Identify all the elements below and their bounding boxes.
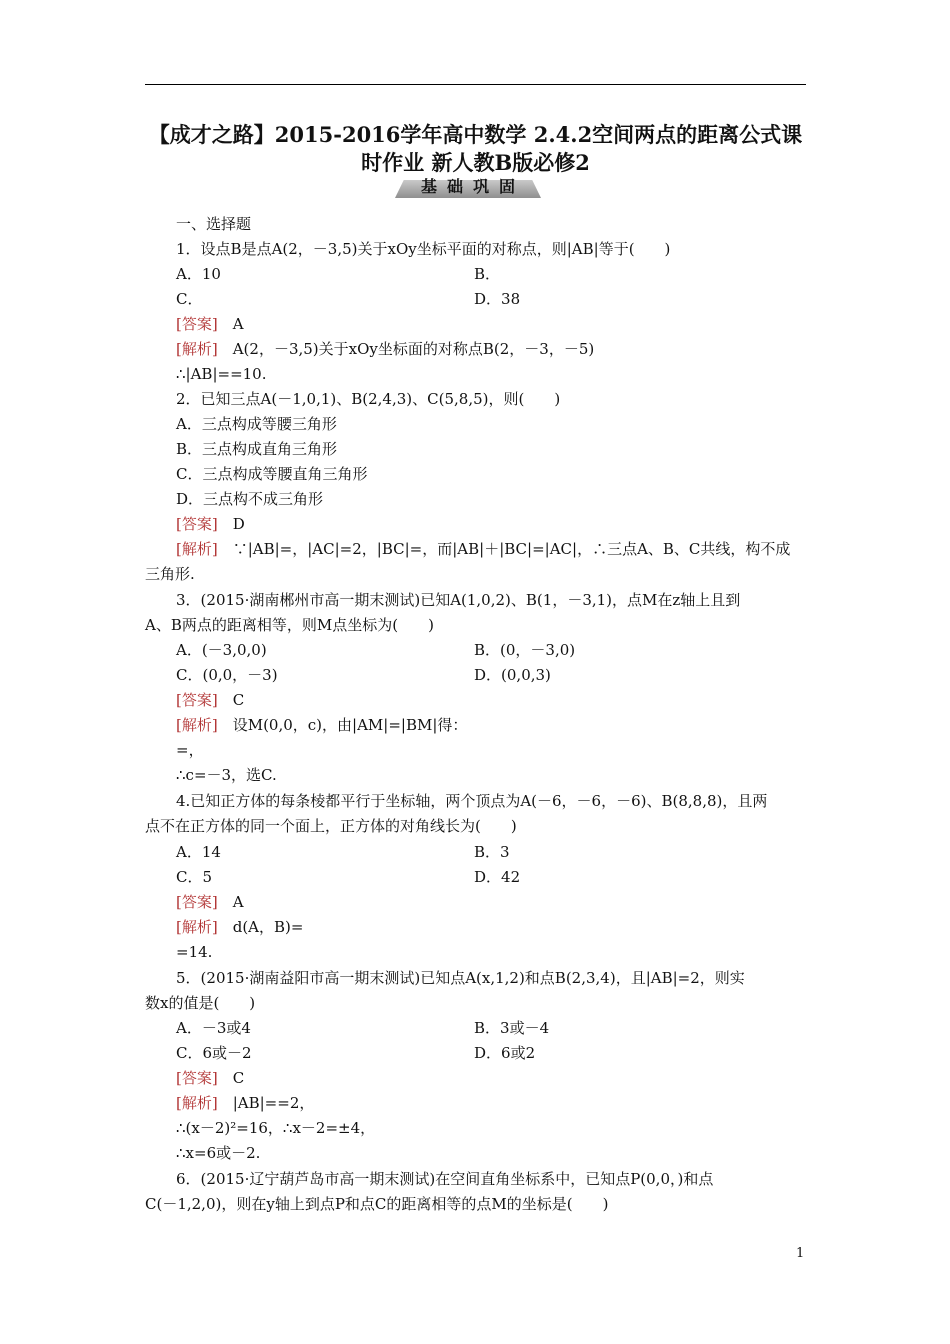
q6-stem-cont: C(－1,2,0)，则在y轴上到点P和点C的距离相等的点M的坐标是( ): [145, 1195, 609, 1213]
section-banner: [395, 176, 541, 198]
q3-result: ∴c=－3，选C.: [176, 766, 277, 784]
q5-option-b: B．3或－4: [474, 1019, 550, 1037]
document-title-line2: 时作业 新人教B版必修2: [361, 150, 590, 175]
q1-option-d: D．38: [474, 290, 521, 308]
q2-analysis: [176, 539, 790, 559]
q3-analysis-text: 设M(0,0，c)，由|AM|=|BM|得：: [217, 716, 468, 734]
q5-result: ∴x=6或－2.: [176, 1144, 261, 1162]
q3-option-c: C．(0,0，－3): [176, 666, 278, 684]
q4-option-c: C．5: [176, 868, 213, 886]
q3-stem: 3．(2015·湖南郴州市高一期末测试)已知A(1,0,2)、B(1，－3,1)，点M在z轴上且到: [176, 591, 741, 609]
q3-option-b: B．(0，－3,0): [474, 641, 576, 659]
q4-answer-value: A: [217, 893, 244, 911]
q3-answer-value: C: [217, 691, 245, 709]
q4-option-d: D．42: [474, 868, 521, 886]
q1-answer-value: A: [217, 315, 244, 333]
q1-answer: [176, 314, 244, 334]
q2-option-b: B．三点构成直角三角形: [176, 440, 338, 458]
q2-option-c: C．三点构成等腰直角三角形: [176, 465, 368, 483]
q4-answer: [176, 892, 244, 912]
q6-stem: 6．(2015·辽宁葫芦岛市高一期末测试)在空间直角坐标系中，已知点P(0,0，)和点: [176, 1170, 714, 1188]
analysis-tag: [解析]: [176, 1094, 218, 1112]
q3-analysis-line2: =，: [176, 741, 204, 759]
q2-analysis-text: ∵|AB|=，|AC|=2，|BC|=，而|AB|＋|BC|=|AC|，∴三点A、B、C共线，构不成: [217, 540, 791, 558]
q5-analysis: [176, 1093, 314, 1113]
q2-answer: [176, 514, 245, 534]
q3-stem-cont: A、B两点的距离相等，则M点坐标为( ): [145, 616, 434, 634]
q5-option-a: A．－3或4: [176, 1019, 251, 1037]
q2-stem: 2．已知三点A(－1,0,1)、B(2,4,3)、C(5,8,5)，则( ): [176, 390, 561, 408]
q4-stem-cont: 点不在正方体的同一个面上，正方体的对角线长为( ): [145, 817, 517, 835]
q5-stem: 5．(2015·湖南益阳市高一期末测试)已知点A(x,1,2)和点B(2,3,4)，且|AB|=2，则实: [176, 969, 745, 987]
q2-answer-value: D: [217, 515, 245, 533]
q5-answer: [176, 1068, 244, 1088]
section-heading: 一、选择题: [176, 215, 252, 233]
answer-tag: [答案]: [176, 893, 218, 911]
q4-result: =14.: [176, 943, 213, 961]
q3-answer: [176, 690, 244, 710]
q5-stem-cont: 数x的值是( ): [145, 994, 256, 1012]
q2-option-d: D．三点构不成三角形: [176, 490, 324, 508]
q5-answer-value: C: [217, 1069, 245, 1087]
q5-option-d: D．6或2: [474, 1044, 536, 1062]
q5-option-c: C．6或－2: [176, 1044, 252, 1062]
q1-analysis: [176, 339, 594, 359]
q2-option-a: A．三点构成等腰三角形: [176, 415, 337, 433]
document-title-line1: 【成才之路】2015-2016学年高中数学 2.4.2空间两点的距离公式课: [148, 122, 803, 147]
header-rule: [145, 84, 806, 85]
page-number: 1: [796, 1246, 805, 1261]
q1-analysis-text: A(2，－3,5)关于xOy坐标面的对称点B(2，－3，－5): [217, 340, 595, 358]
answer-tag: [答案]: [176, 691, 218, 709]
q1-option-c: C．: [176, 290, 203, 308]
q3-analysis: [176, 715, 467, 735]
analysis-tag: [解析]: [176, 340, 218, 358]
analysis-tag: [解析]: [176, 540, 218, 558]
q4-analysis-text: d(A，B)=: [217, 918, 304, 936]
answer-tag: [答案]: [176, 1069, 218, 1087]
q1-stem: 1．设点B是点A(2，－3,5)关于xOy坐标平面的对称点，则|AB|等于( ): [176, 240, 671, 258]
analysis-tag: [解析]: [176, 918, 218, 936]
q4-option-b: B．3: [474, 843, 510, 861]
q3-option-a: A．(－3,0,0): [176, 641, 267, 659]
q2-analysis-cont: 三角形.: [145, 565, 195, 583]
answer-tag: [答案]: [176, 315, 218, 333]
q4-option-a: A．14: [176, 843, 221, 861]
q1-option-a: A．10: [176, 265, 221, 283]
q5-analysis-text: |AB|==2，: [217, 1094, 315, 1112]
banner-label: 基础巩固: [420, 177, 525, 196]
q3-option-d: D．(0,0,3): [474, 666, 551, 684]
q5-analysis-line2: ∴(x－2)²=16，∴x－2=±4，: [176, 1119, 376, 1137]
q4-stem: 4.已知正方体的每条棱都平行于坐标轴，两个顶点为A(－6，－6，－6)、B(8,8,8)，且两: [176, 792, 768, 810]
answer-tag: [答案]: [176, 515, 218, 533]
q1-option-b: B．: [474, 265, 501, 283]
analysis-tag: [解析]: [176, 716, 218, 734]
q4-analysis: [176, 917, 303, 937]
q1-result: ∴|AB|==10.: [176, 365, 267, 383]
